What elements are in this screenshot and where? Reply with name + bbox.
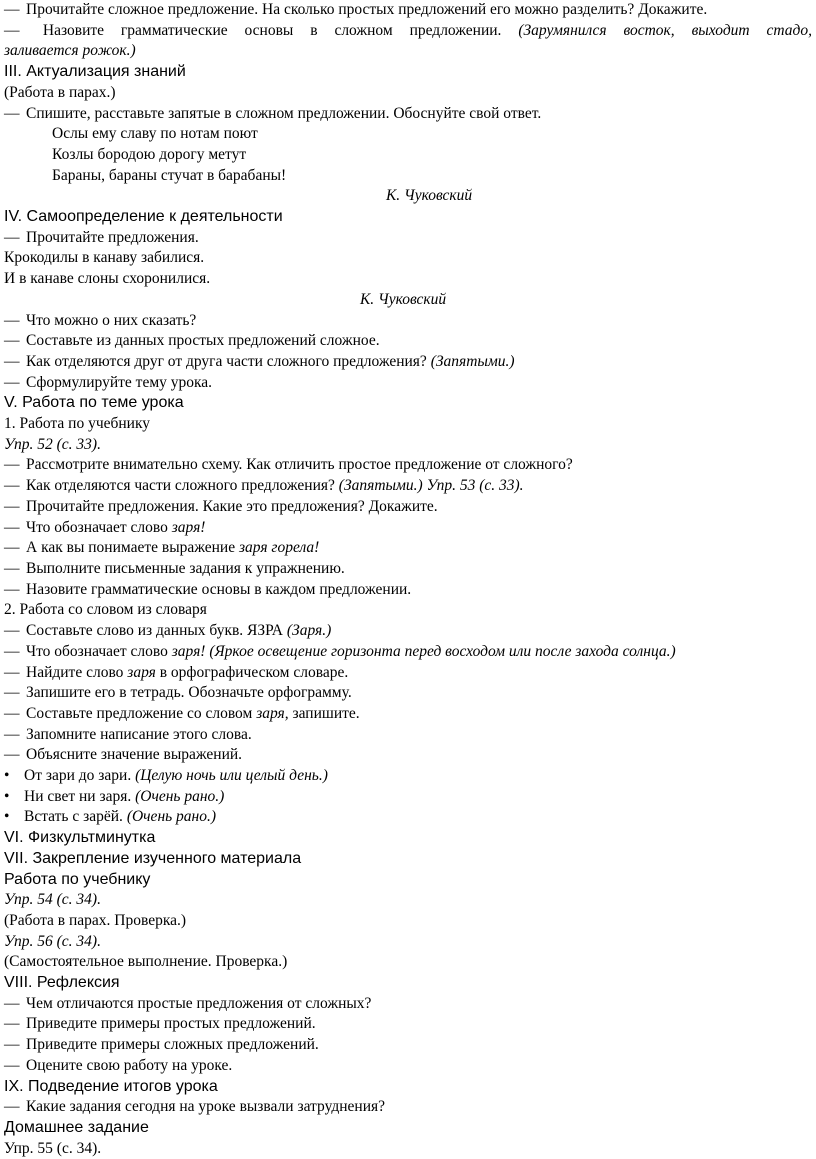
dash: —	[4, 21, 20, 39]
author-signature: К. Чуковский	[360, 290, 447, 308]
line-text: в орфографическом словаре.	[159, 663, 349, 681]
text-line: (Работа в парах. Проверка.)	[4, 911, 187, 929]
text-line: заливается рожок.)	[4, 42, 136, 60]
line-text: Запишите его в тетрадь. Обозначьте орфограмму.	[26, 684, 352, 702]
text-line	[4, 559, 812, 580]
line-text: Приведите примеры сложных предложений.	[26, 1036, 319, 1054]
dash: —	[4, 663, 20, 681]
text-line	[4, 663, 812, 684]
line-text: Составьте предложение со словом	[26, 704, 253, 722]
dash: —	[4, 725, 20, 743]
section-heading: IV. Самоопределение к деятельности	[4, 208, 283, 226]
text-line	[4, 311, 812, 332]
dash: —	[4, 228, 20, 246]
author-signature: К. Чуковский	[386, 187, 473, 205]
line-text: Выполните письменные задания к упражнению.	[26, 559, 345, 577]
poem-line: Крокодилы в канаву забилися.	[4, 249, 205, 267]
section-heading: VIII. Рефлексия	[4, 974, 120, 992]
line-italic: (Заря.)	[286, 622, 332, 640]
line-italic: заря!	[171, 518, 206, 536]
poem-line: Ослы ему славу по нотам поют	[52, 125, 258, 143]
line-italic: (Целую ночь или целый день.)	[135, 767, 328, 785]
line-text: Что можно о них сказать?	[26, 311, 197, 329]
line-text: Какие задания сегодня на уроке вызвали затруднения?	[26, 1098, 385, 1116]
dash: —	[4, 1056, 20, 1074]
text-line	[4, 476, 812, 497]
section-heading: VII. Закрепление изученного материала	[4, 849, 302, 867]
dash: —	[4, 539, 20, 557]
text-line	[4, 1035, 812, 1056]
dash: —	[4, 746, 20, 764]
text-line	[4, 994, 812, 1015]
poem-line: Козлы бородою дорогу метут	[52, 145, 247, 163]
dash: —	[4, 518, 20, 536]
text-line	[4, 104, 812, 125]
text-line	[4, 725, 812, 746]
text-line	[4, 1056, 812, 1077]
bullet-icon: •	[4, 767, 10, 785]
line-text: Как отделяются друг от друга части сложного предложения?	[26, 352, 427, 370]
text-line	[4, 373, 812, 394]
line-text: Найдите слово	[26, 663, 124, 681]
text-line	[4, 497, 812, 518]
dash: —	[4, 1015, 20, 1033]
line-italic: (Очень рано.)	[135, 787, 225, 805]
section-heading: IX. Подведение итогов урока	[4, 1077, 218, 1095]
bullet-item	[4, 807, 812, 828]
text-line	[4, 455, 812, 476]
text-line	[4, 0, 812, 21]
dash: —	[4, 373, 20, 391]
dash: —	[4, 332, 20, 350]
text-line	[4, 745, 812, 766]
dash: —	[4, 1, 20, 18]
line-text: А как вы понимаете выражение	[26, 539, 236, 557]
text-line: Упр. 56 (с. 34).	[4, 932, 101, 950]
text-line	[4, 704, 812, 725]
subsection-heading: Работа по учебнику	[4, 870, 151, 888]
line-italic: (Зарумянился восток, выходит стадо,	[518, 21, 812, 39]
text-line	[4, 621, 812, 642]
line-italic: заря горела!	[238, 539, 320, 557]
text-line	[4, 21, 812, 42]
dash: —	[4, 642, 20, 660]
line-italic: заря,	[256, 704, 289, 722]
section-heading: VI. Физкультминутка	[4, 829, 156, 847]
line-text: Как отделяются части сложного предложения?	[26, 477, 335, 495]
dash: —	[4, 1036, 20, 1054]
dash: —	[4, 580, 20, 598]
text-line	[4, 1097, 812, 1118]
section-heading: Домашнее задание	[4, 1118, 149, 1136]
dash: —	[4, 477, 20, 495]
text-line: (Самостоятельное выполнение. Проверка.)	[4, 953, 288, 971]
line-text: Запомните написание этого слова.	[26, 725, 252, 743]
line-text: запишите.	[292, 704, 360, 722]
bullet-item	[4, 766, 812, 787]
line-italic: (Очень рано.)	[126, 808, 217, 826]
text-line: 1. Работа по учебнику	[4, 415, 151, 433]
dash: —	[4, 559, 20, 577]
line-italic: (Запятыми.)	[430, 352, 515, 370]
line-text: Оцените свою работу на уроке.	[26, 1056, 233, 1074]
dash: —	[4, 994, 20, 1012]
line-text: Рассмотрите внимательно схему. Как отличить простое предложение от сложного?	[26, 456, 573, 474]
line-text: Встать с зарёй.	[24, 808, 123, 826]
text-line	[4, 580, 812, 601]
section-heading: V. Работа по теме урока	[4, 394, 184, 412]
dash: —	[4, 104, 20, 122]
text-line: Упр. 52 (с. 33).	[4, 435, 101, 453]
bullet-item	[4, 787, 812, 808]
dash: —	[4, 684, 20, 702]
text-line	[4, 683, 812, 704]
line-text: Составьте слово из данных букв. ЯЗРА	[26, 622, 283, 640]
line-text: Приведите примеры простых предложений.	[26, 1015, 316, 1033]
line-text: Чем отличаются простые предложения от сложных?	[26, 994, 372, 1012]
dash: —	[4, 704, 20, 722]
line-italic: заря	[127, 663, 156, 681]
text-line	[4, 228, 812, 249]
line-text: Что обозначает слово	[26, 518, 168, 536]
dash: —	[4, 1098, 20, 1116]
line-text: Прочитайте предложения.	[26, 228, 199, 246]
dash: —	[4, 622, 20, 640]
line-text: Объясните значение выражений.	[26, 746, 243, 764]
text-line: Упр. 55 (с. 34).	[4, 1139, 102, 1157]
line-text: Что обозначает слово	[26, 642, 168, 660]
bullet-icon: •	[4, 787, 10, 805]
line-text: Спишите, расставьте запятые в сложном предложении. Обоснуйте свой ответ.	[26, 104, 542, 122]
text-line: (Работа в парах.)	[4, 83, 116, 101]
text-line	[4, 518, 812, 539]
poem-line: И в канаве слоны схоронилися.	[4, 270, 211, 288]
dash: —	[4, 456, 20, 474]
line-text: От зари до зари.	[24, 767, 132, 785]
line-text: Прочитайте сложное предложение. На сколько простых предложений его можно разделить? Докажите.	[26, 1, 708, 18]
text-line: Упр. 54 (с. 34).	[4, 891, 101, 909]
text-line	[4, 1014, 812, 1035]
text-line	[4, 642, 812, 663]
section-heading: III. Актуализация знаний	[4, 63, 186, 81]
dash: —	[4, 352, 20, 370]
line-text: Ни свет ни заря.	[24, 787, 132, 805]
line-italic: заря! (Яркое освещение горизонта перед восходом или после захода солнца.)	[171, 642, 676, 660]
text-line	[4, 538, 812, 559]
line-text: Составьте из данных простых предложений сложное.	[26, 332, 380, 350]
text-line: 2. Работа со словом из словаря	[4, 601, 207, 619]
poem-line: Бараны, бараны стучат в барабаны!	[52, 166, 287, 184]
line-italic: (Запятыми.) Упр. 53 (с. 33).	[338, 477, 524, 495]
text-line	[4, 352, 812, 373]
line-text: Сформулируйте тему урока.	[26, 373, 213, 391]
bullet-icon: •	[4, 808, 10, 826]
text-line	[4, 331, 812, 352]
dash: —	[4, 311, 20, 329]
line-text: Назовите грамматические основы в каждом предложении.	[26, 580, 412, 598]
line-text: Прочитайте предложения. Какие это предложения? Докажите.	[26, 497, 438, 515]
line-text: Назовите грамматические основы в сложном предложении.	[42, 21, 502, 39]
dash: —	[4, 497, 20, 515]
